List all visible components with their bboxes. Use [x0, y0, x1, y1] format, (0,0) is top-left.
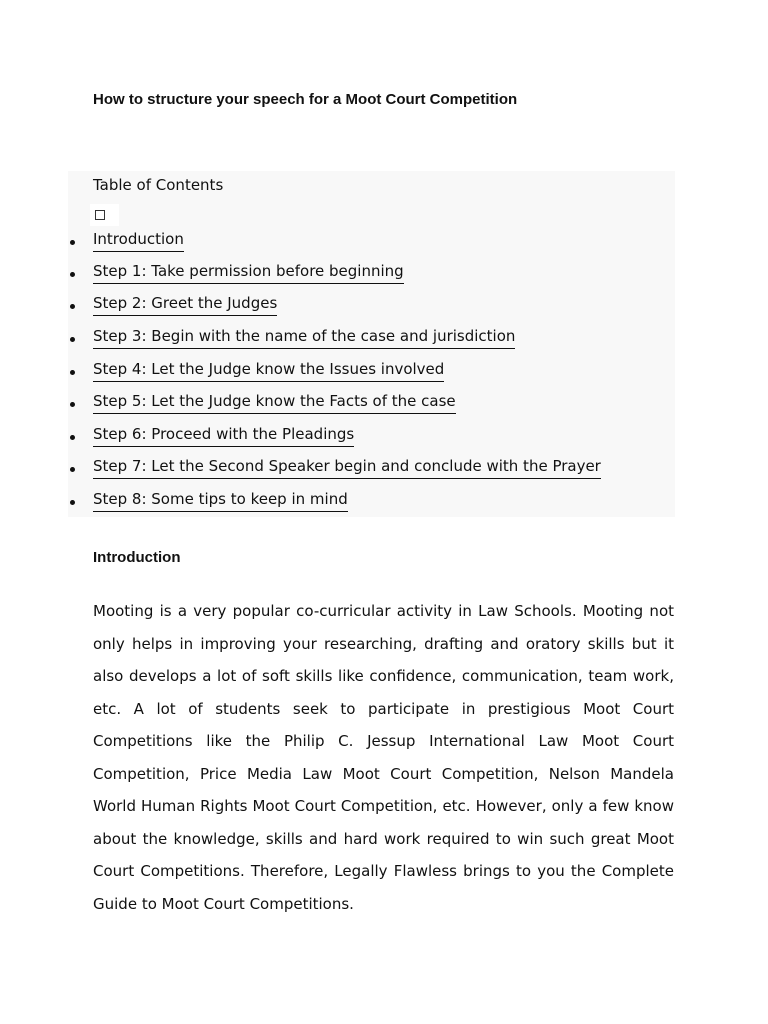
bullet-icon	[70, 337, 75, 342]
toc-link-step-3[interactable]: Step 3: Begin with the name of the case and jurisdiction	[93, 325, 515, 349]
toc-link-introduction[interactable]: Introduction	[93, 228, 184, 252]
toc-link-step-6[interactable]: Step 6: Proceed with the Pleadings	[93, 423, 354, 447]
page-title: How to structure your speech for a Moot Court Competition	[93, 91, 518, 108]
bullet-icon	[70, 435, 75, 440]
bullet-icon	[70, 500, 75, 505]
toc-link-step-8[interactable]: Step 8: Some tips to keep in mind	[93, 488, 348, 512]
bullet-icon	[70, 304, 75, 309]
toc-heading: Table of Contents	[93, 176, 224, 194]
bullet-icon	[70, 402, 75, 407]
toc-toggle-button[interactable]	[90, 204, 119, 226]
bullet-icon	[70, 272, 75, 277]
toc-link-step-2[interactable]: Step 2: Greet the Judges	[93, 292, 277, 316]
bullet-icon	[70, 240, 75, 245]
bullet-icon	[70, 467, 75, 472]
introduction-paragraph: Mooting is a very popular co-curricular activity in Law Schools. Mooting not only helps in improving your researching, drafting and oratory skills but it also develops a lot of soft skills like confidence, communication, team work, etc. A lot of students seek to participate in prestigious Moot Court Competitions like the Philip C. Jessup International Law Moot Court Competition, Price Media Law Moot Court Competition, Nelson Mandela World Human Rights Moot Court Competition, etc. However, only a few know about the knowledge, skills and hard work required to win such great Moot Court Competitions. Therefore, Legally Flawless brings to you the Complete Guide to Moot Court Competitions.	[93, 602, 674, 913]
toc-link-step-7[interactable]: Step 7: Let the Second Speaker begin and conclude with the Prayer	[93, 455, 601, 479]
toc-link-step-1[interactable]: Step 1: Take permission before beginning	[93, 260, 404, 284]
bullet-icon	[70, 370, 75, 375]
toc-link-step-5[interactable]: Step 5: Let the Judge know the Facts of the case	[93, 390, 456, 414]
introduction-heading: Introduction	[93, 549, 181, 566]
checkbox-icon	[95, 210, 105, 220]
toc-link-step-4[interactable]: Step 4: Let the Judge know the Issues involved	[93, 358, 444, 382]
